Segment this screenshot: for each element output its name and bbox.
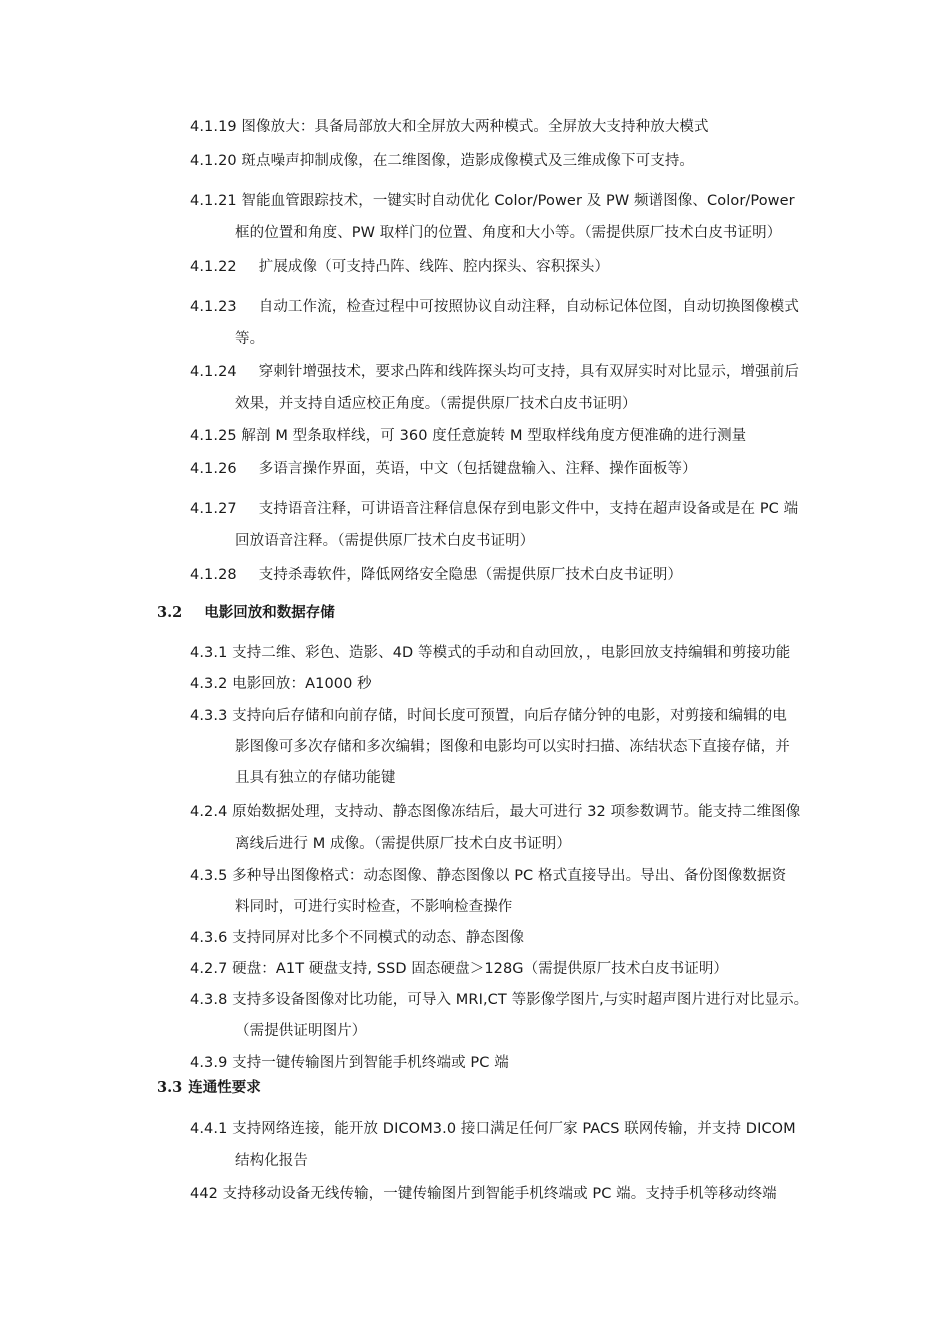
item-4-1-20 xyxy=(190,151,694,171)
item-text: 4.3.5 多种导出图像格式：动态图像、静态图像以 PC 格式直接导出。导出、备份图像数据资 xyxy=(190,868,787,884)
item-4-1-24-cont xyxy=(235,394,637,414)
item-4-1-22 xyxy=(190,257,609,277)
item-number: 4.1.22 xyxy=(190,259,237,275)
item-text: 结构化报告 xyxy=(235,1153,308,1169)
item-text: 4.3.6 支持同屏对比多个不同模式的动态、静态图像 xyxy=(190,930,525,946)
item-text: 框的位置和角度、PW 取样门的位置、角度和大小等。（需提供原厂技术白皮书证明） xyxy=(235,225,782,241)
item-4-4-1 xyxy=(190,1119,796,1139)
item-4-3-5 xyxy=(190,866,786,886)
item-4-1-28 xyxy=(190,565,682,585)
item-4-1-19 xyxy=(190,117,709,137)
item-text: 支持语音注释，可讲语音注释信息保存到电影文件中，支持在超声设备或是在 PC 端 xyxy=(258,501,799,517)
item-text: 4.1.21 智能血管跟踪技术，一键实时自动优化 Color/Power 及 PW 频谱图像、Color/Power xyxy=(190,193,795,209)
item-4-3-3 xyxy=(190,706,787,726)
section-heading-3-2 xyxy=(157,603,335,623)
item-text: （需提供证明图片） xyxy=(235,1023,367,1039)
item-4-1-21 xyxy=(190,191,795,211)
item-number: 4.1.24 xyxy=(190,364,237,380)
item-4-1-26 xyxy=(190,459,697,479)
item-4-4-1-cont xyxy=(235,1151,308,1171)
item-text: 4.1.19 图像放大：具备局部放大和全屏放大两种模式。全屏放大支持种放大模式 xyxy=(190,119,709,135)
item-text: 等。 xyxy=(235,331,265,347)
item-442 xyxy=(190,1184,777,1204)
item-4-1-27 xyxy=(190,499,798,519)
item-text: 效果，并支持自适应校正角度。（需提供原厂技术白皮书证明） xyxy=(235,396,637,412)
item-number: 4.1.27 xyxy=(190,501,237,517)
item-number: 4.1.23 xyxy=(190,299,237,315)
item-text: 且具有独立的存储功能键 xyxy=(235,770,396,786)
section-heading-3-3 xyxy=(157,1078,261,1098)
item-4-1-25 xyxy=(190,426,746,446)
item-number: 4.1.28 xyxy=(190,567,237,583)
item-text: 4.1.25 解剖 M 型条取样线，可 360 度任意旋转 M 型取样线角度方便准确的进行测量 xyxy=(190,428,747,444)
section-title: 连通性要求 xyxy=(188,1080,261,1096)
item-4-3-6 xyxy=(190,928,524,948)
item-4-3-3-cont2 xyxy=(235,768,396,788)
item-text: 4.2.4 原始数据处理，支持动、静态图像冻结后，最大可进行 32 项参数调节。能支持二维图像 xyxy=(190,804,801,820)
item-text: 料同时，可进行实时检查，不影响检查操作 xyxy=(235,899,513,915)
item-4-2-7 xyxy=(190,959,728,979)
item-text: 4.1.20 斑点噪声抑制成像，在二维图像，造影成像模式及三维成像下可支持。 xyxy=(190,153,695,169)
item-text: 自动工作流，检查过程中可按照协议自动注释，自动标记体位图，自动切换图像模式 xyxy=(258,299,799,315)
section-title: 电影回放和数据存储 xyxy=(204,605,335,621)
item-4-3-3-cont xyxy=(235,737,790,757)
item-text: 穿刺针增强技术，要求凸阵和线阵探头均可支持，具有双屏实时对比显示，增强前后 xyxy=(258,364,799,380)
item-text: 影图像可多次存储和多次编辑；图像和电影均可以实时扫描、冻结状态下直接存储，并 xyxy=(235,739,790,755)
item-4-1-24 xyxy=(190,362,799,382)
item-4-1-27-cont xyxy=(235,531,534,551)
item-text: 4.3.2 电影回放：A1000 秒 xyxy=(190,676,372,692)
item-4-3-8-cont xyxy=(235,1021,366,1041)
item-text: 4.3.9 支持一键传输图片到智能手机终端或 PC 端 xyxy=(190,1055,509,1071)
item-text: 4.3.3 支持向后存储和向前存储，时间长度可预置，向后存储分钟的电影，对剪接和编辑的电 xyxy=(190,708,787,724)
section-number: 3.3 xyxy=(157,1079,183,1096)
item-text: 4.2.7 硬盘：A1T 硬盘支持, SSD 固态硬盘＞128G（需提供原厂技术白皮书证明） xyxy=(190,961,729,977)
item-text: 4.4.1 支持网络连接，能开放 DICOM3.0 接口满足任何厂家 PACS 联网传输，并支持 DICOM xyxy=(190,1121,796,1137)
section-number: 3.2 xyxy=(157,604,183,621)
item-number: 4.1.26 xyxy=(190,461,237,477)
item-4-3-1 xyxy=(190,643,790,663)
item-text: 442 支持移动设备无线传输，一键传输图片到智能手机终端或 PC 端。支持手机等移动终端 xyxy=(190,1186,777,1202)
item-text: 支持杀毒软件，降低网络安全隐患（需提供原厂技术白皮书证明） xyxy=(258,567,683,583)
item-4-3-8 xyxy=(190,990,808,1010)
item-4-3-2 xyxy=(190,674,372,694)
item-4-1-23 xyxy=(190,297,799,317)
item-text: 回放语音注释。（需提供原厂技术白皮书证明） xyxy=(235,533,535,549)
item-4-3-5-cont xyxy=(235,897,512,917)
item-4-1-21-cont xyxy=(235,223,781,243)
item-4-2-4-cont xyxy=(235,834,571,854)
item-text: 扩展成像（可支持凸阵、线阵、腔内探头、容积探头） xyxy=(258,259,610,275)
item-text: 4.3.8 支持多设备图像对比功能，可导入 MRI,CT 等影像学图片,与实时超声图片进行对比显示。 xyxy=(190,992,809,1008)
item-4-3-9 xyxy=(190,1053,509,1073)
item-4-1-23-cont xyxy=(235,329,264,349)
item-text: 离线后进行 M 成像。（需提供原厂技术白皮书证明） xyxy=(235,836,571,852)
item-4-2-4 xyxy=(190,802,800,822)
item-text: 多语言操作界面，英语，中文（包括键盘输入、注释、操作面板等） xyxy=(258,461,697,477)
item-text: 4.3.1 支持二维、彩色、造影、4D 等模式的手动和自动回放，，电影回放支持编辑和剪接功能 xyxy=(190,645,791,661)
